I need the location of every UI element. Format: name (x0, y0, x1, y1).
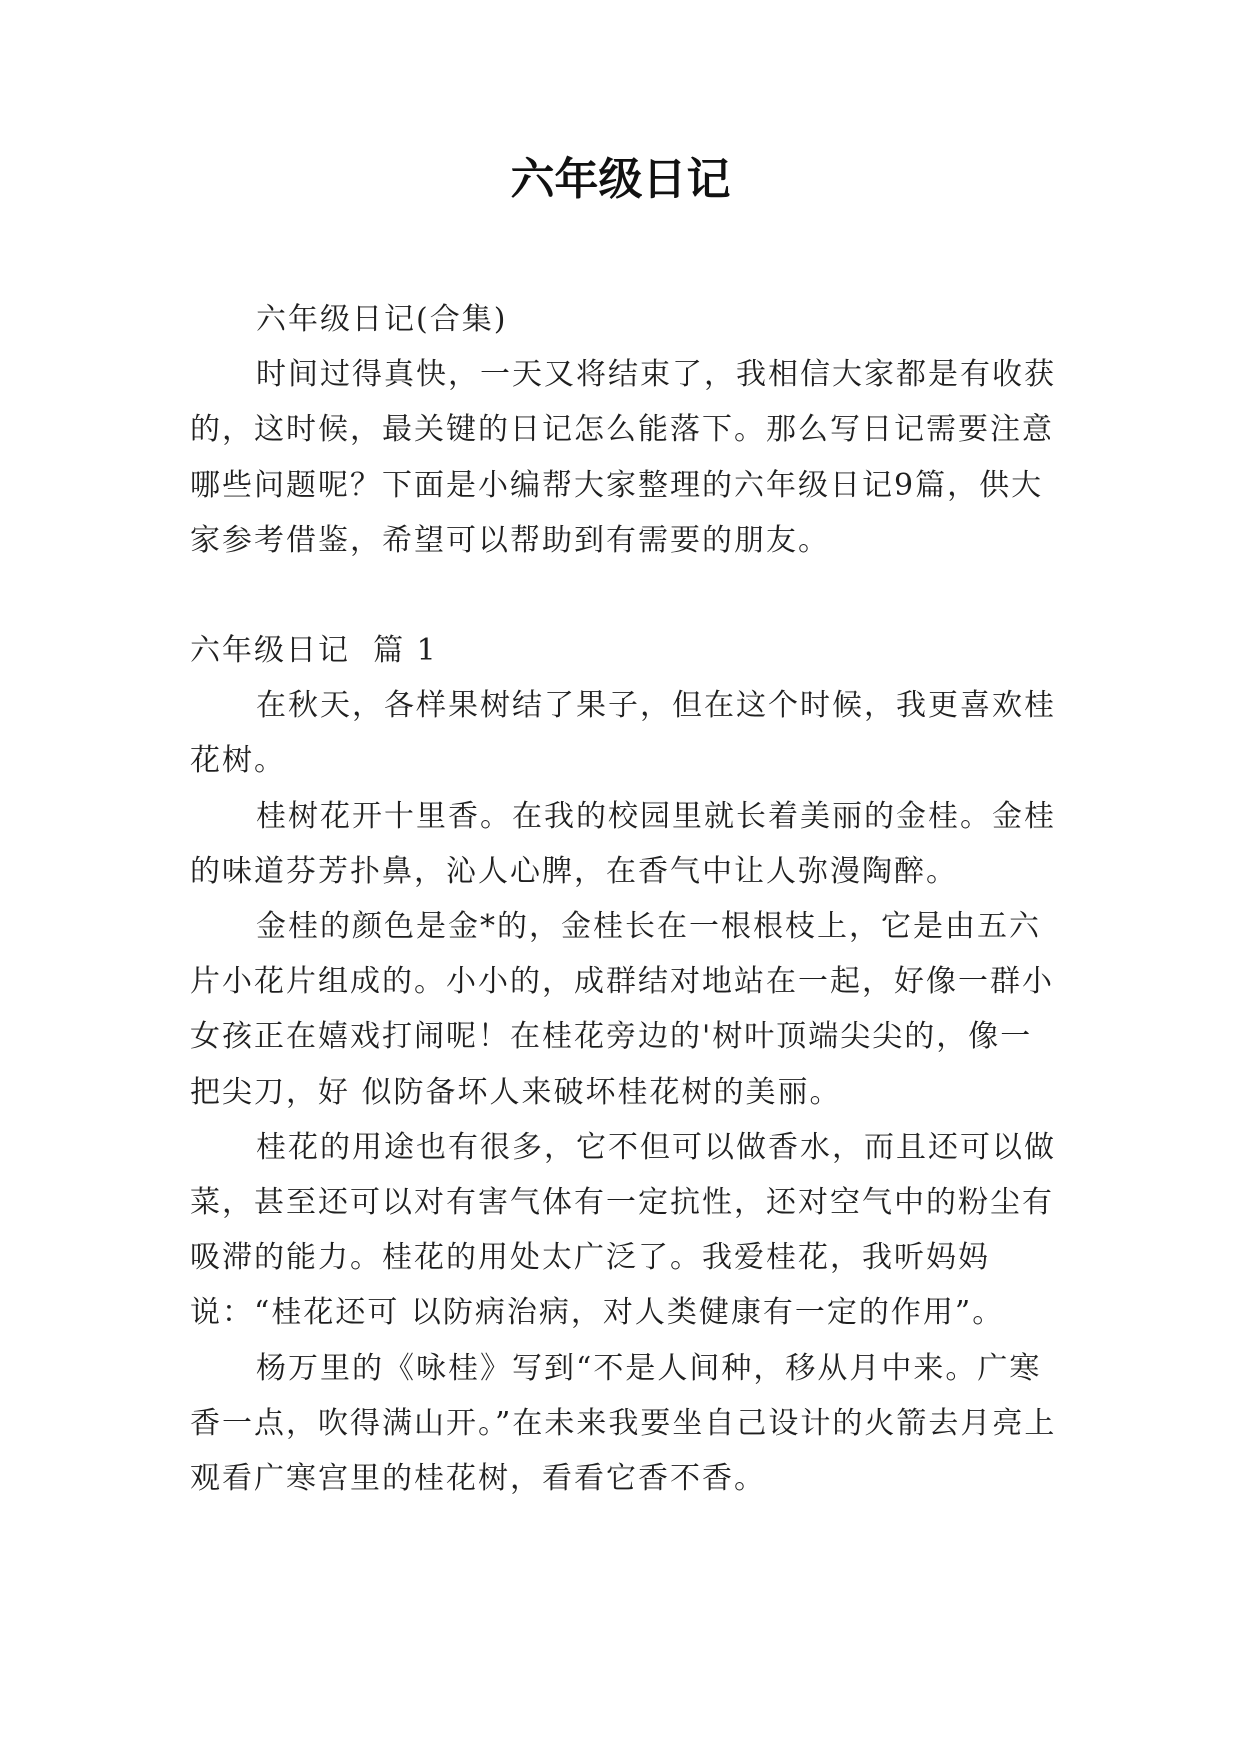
body-paragraph: 杨万里的《咏桂》写到“不是人间种，移从月中来。广寒香一点，吹得满山开。”在未来我要坐自己设计的火箭去月亮上观看广寒宫里的桂花树，看看它香不香。 (190, 1350, 1057, 1497)
document-title: 六年级日记 (510, 154, 731, 205)
body-paragraph: 桂花的用途也有很多，它不但可以做香水，而且还可以做菜，甚至还可以对有害气体有一定抗性，还对空气中的粉尘有吸滞的能力。桂花的用处太广泛了。我爱桂花，我听妈妈说：“桂花还可 以防病治病，对人类健康有一定的作用”。 (190, 1129, 1056, 1331)
document-body (190, 292, 1060, 1506)
document-subtitle: 六年级日记(合集) (256, 302, 508, 337)
intro-paragraph: 时间过得真快，一天又将结束了，我相信大家都是有收获的，这时候，最关键的日记怎么能落下。那么写日记需要注意哪些问题呢？下面是小编帮大家整理的六年级日记9篇，供大家参考借鉴，希望可以帮助到有需要的朋友。 (190, 357, 1056, 558)
section-heading: 六年级日记 篇 1 (190, 633, 438, 669)
body-paragraph: 桂树花开十里香。在我的校园里就长着美丽的金桂。金桂的味道芬芳扑鼻，沁人心脾，在香气中让人弥漫陶醉。 (190, 798, 1056, 889)
body-paragraph: 金桂的颜色是金*的，金桂长在一根根枝上，它是由五六片小花片组成的。小小的，成群结对地站在一起，好像一群小女孩正在嬉戏打闹呢！在桂花旁边的'树叶顶端尖尖的，像一把尖刀，好 似防备坏人来破坏桂花树的美丽。 (190, 909, 1054, 1110)
body-paragraph: 在秋天，各样果树结了果子，但在这个时候，我更喜欢桂花树。 (190, 688, 1056, 779)
